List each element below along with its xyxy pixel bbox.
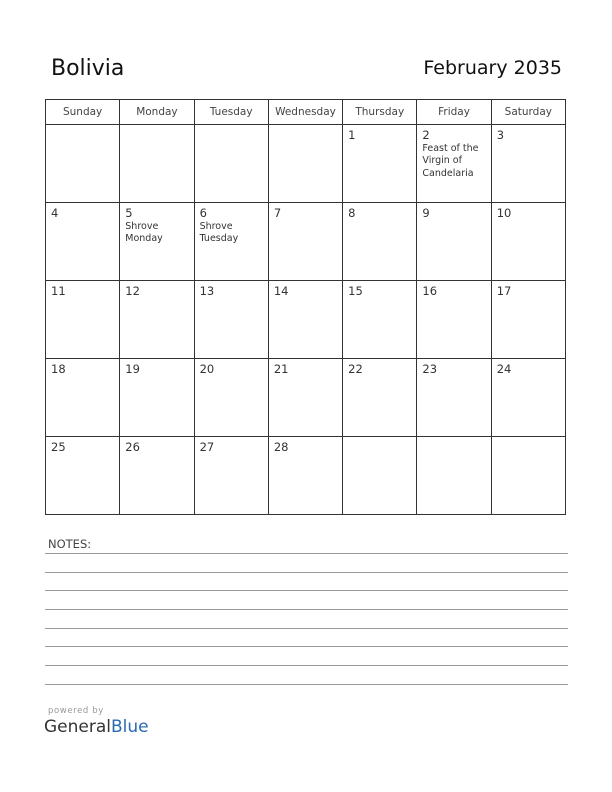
- day-number: 3: [496, 128, 505, 142]
- generalblue-logo[interactable]: [44, 717, 149, 737]
- day-number: 4: [51, 206, 59, 220]
- weekday-monday: Monday: [120, 100, 194, 125]
- holiday-label: Feast of the Virgin of Candelaria: [422, 143, 479, 179]
- note-line: [45, 572, 568, 573]
- day-cell: [268, 437, 342, 515]
- day-cell: [194, 125, 268, 203]
- day-cell: [417, 359, 491, 437]
- day-cell: [491, 125, 565, 203]
- day-number: 9: [422, 206, 430, 220]
- day-cell: [268, 359, 342, 437]
- note-line: [45, 628, 568, 629]
- note-line: [45, 646, 568, 647]
- day-number: 13: [199, 284, 215, 298]
- day-number: 21: [273, 362, 289, 376]
- day-number: 17: [496, 284, 512, 298]
- day-number: 19: [125, 362, 140, 376]
- day-number: 15: [348, 284, 363, 298]
- week-row: [46, 125, 566, 203]
- day-number: 23: [422, 362, 438, 376]
- holiday-label: Shrove Tuesday: [199, 221, 239, 245]
- day-cell: [194, 203, 268, 281]
- notes-label: NOTES:: [48, 537, 92, 551]
- day-cell: [343, 125, 417, 203]
- note-line: [45, 684, 568, 685]
- day-cell: [120, 359, 194, 437]
- day-cell: [268, 203, 342, 281]
- note-line: [45, 609, 568, 610]
- month-year-title: February 2035: [423, 57, 562, 79]
- week-row: [46, 203, 566, 281]
- day-cell: [268, 281, 342, 359]
- day-number: 11: [51, 284, 66, 298]
- week-row: [46, 359, 566, 437]
- day-number: 5: [125, 206, 133, 220]
- day-cell: [343, 281, 417, 359]
- day-cell: [46, 359, 120, 437]
- weekday-friday: Friday: [417, 100, 491, 125]
- day-cell: [343, 359, 417, 437]
- day-number: 7: [273, 206, 282, 220]
- day-cell: [417, 281, 491, 359]
- day-number: 12: [125, 284, 140, 298]
- day-cell: [343, 437, 417, 515]
- day-number: 10: [496, 206, 512, 220]
- day-cell: [46, 437, 120, 515]
- week-row: [46, 437, 566, 515]
- day-number: 26: [125, 440, 140, 454]
- weekday-saturday: Saturday: [491, 100, 565, 125]
- country-title: Bolivia: [51, 56, 125, 81]
- weekday-sunday: Sunday: [46, 100, 120, 125]
- day-number: 6: [199, 206, 207, 220]
- day-cell: [120, 281, 194, 359]
- day-cell: [46, 125, 120, 203]
- day-number: 14: [273, 284, 289, 298]
- day-number: 1: [348, 128, 356, 142]
- day-number: 22: [348, 362, 363, 376]
- weekday-tuesday: Tuesday: [194, 100, 268, 125]
- note-line: [45, 553, 568, 554]
- day-number: 2: [422, 128, 430, 142]
- day-number: 18: [51, 362, 66, 376]
- brand-general: General: [44, 717, 111, 737]
- day-number: 28: [273, 440, 289, 454]
- day-cell: [194, 359, 268, 437]
- day-cell: [417, 125, 491, 203]
- weekday-wednesday: Wednesday: [268, 100, 342, 125]
- week-row: [46, 281, 566, 359]
- weekday-header-row: [46, 100, 566, 125]
- day-number: 8: [348, 206, 356, 220]
- day-number: 25: [51, 440, 66, 454]
- day-cell: [194, 281, 268, 359]
- note-line: [45, 665, 568, 666]
- brand-blue: Blue: [111, 717, 149, 737]
- calendar-grid: [45, 99, 566, 515]
- day-cell: [120, 203, 194, 281]
- day-number: 20: [199, 362, 215, 376]
- day-cell: [417, 437, 491, 515]
- day-cell: [417, 203, 491, 281]
- day-cell: [343, 203, 417, 281]
- powered-by-text: powered by: [48, 706, 104, 716]
- day-cell: [120, 437, 194, 515]
- day-cell: [46, 281, 120, 359]
- day-cell: [491, 203, 565, 281]
- day-cell: [46, 203, 120, 281]
- day-cell: [120, 125, 194, 203]
- holiday-label: Shrove Monday: [125, 221, 163, 245]
- day-cell: [194, 437, 268, 515]
- day-number: 27: [199, 440, 215, 454]
- day-cell: [491, 437, 565, 515]
- day-number: 16: [422, 284, 438, 298]
- weekday-thursday: Thursday: [343, 100, 417, 125]
- day-cell: [491, 281, 565, 359]
- day-number: 24: [496, 362, 512, 376]
- day-cell: [268, 125, 342, 203]
- day-cell: [491, 359, 565, 437]
- note-line: [45, 590, 568, 591]
